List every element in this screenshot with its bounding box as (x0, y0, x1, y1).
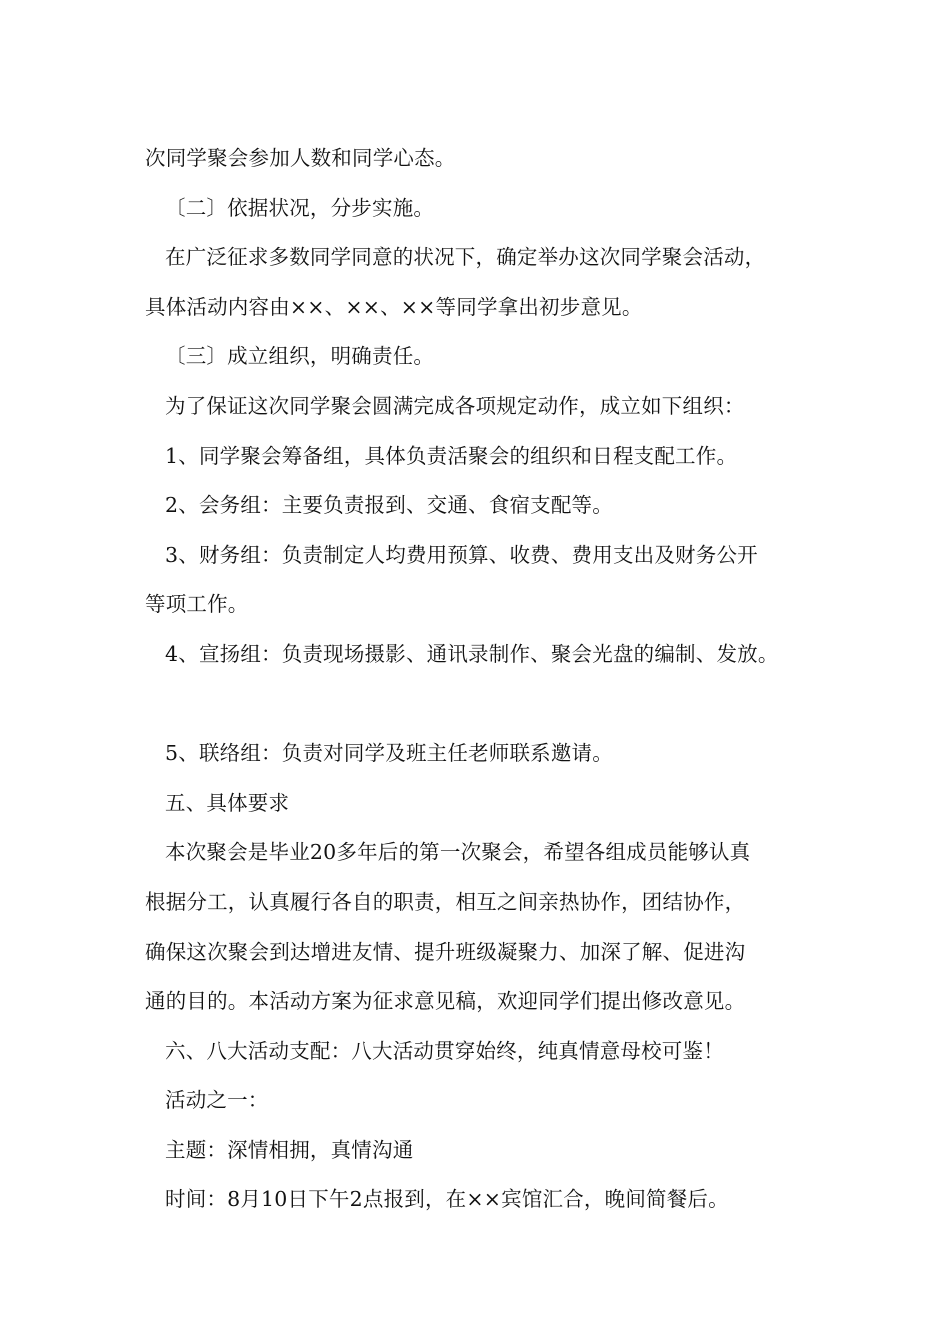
section-heading-6: 六、八大活动支配：八大活动贯穿始终，纯真情意母校可鉴！ (165, 1038, 724, 1063)
paragraph-line-21: 主题：深情相拥，真情沟通 (165, 1137, 414, 1162)
paragraph-line-10: 等项工作。 (145, 592, 249, 617)
paragraph-line-5: 〔三〕成立组织，明确责任。 (165, 344, 435, 369)
paragraph-line-8: 2、会务组：主要负责报到、交通、食宿支配等。 (165, 493, 613, 518)
document-body (145, 134, 825, 1225)
paragraph-line-13: 5、联络组：负责对同学及班主任老师联系邀请。 (165, 741, 613, 766)
blank-line (145, 680, 825, 730)
section-heading-5: 五、具体要求 (165, 790, 290, 815)
paragraph-line-6: 为了保证这次同学聚会圆满完成各项规定动作，成立如下组织： (165, 393, 745, 418)
paragraph-line-9: 3、财务组：负责制定人均费用预算、收费、费用支出及财务公开 (165, 542, 758, 567)
paragraph-line-15: 本次聚会是毕业20多年后的第一次聚会，希望各组成员能够认真 (165, 840, 751, 865)
paragraph-line-20: 活动之一： (165, 1088, 269, 1113)
paragraph-line-4: 具体活动内容由××、××、××等同学拿出初步意见。 (145, 294, 643, 319)
paragraph-line-22: 时间：8月10日下午2点报到，在××宾馆汇合，晚间简餐后。 (165, 1187, 729, 1212)
paragraph-line-16: 根据分工，认真履行各自的职责，相互之间亲热协作，团结协作， (145, 889, 746, 914)
paragraph-line-11: 4、宣扬组：负责现场摄影、通讯录制作、聚会光盘的编制、发放。 (165, 641, 779, 666)
paragraph-line-3: 在广泛征求多数同学同意的状况下，确定举办这次同学聚会活动， (165, 245, 766, 270)
paragraph-line-7: 1、同学聚会筹备组，具体负责活聚会的组织和日程支配工作。 (165, 443, 738, 468)
paragraph-line-1: 次同学聚会参加人数和同学心态。 (145, 146, 456, 170)
paragraph-line-2: 〔二〕依据状况，分步实施。 (165, 195, 435, 220)
paragraph-line-18: 通的目的。本活动方案为征求意见稿，欢迎同学们提出修改意见。 (145, 989, 746, 1014)
paragraph-line-17: 确保这次聚会到达增进友情、提升班级凝聚力、加深了解、促进沟 (145, 939, 746, 964)
